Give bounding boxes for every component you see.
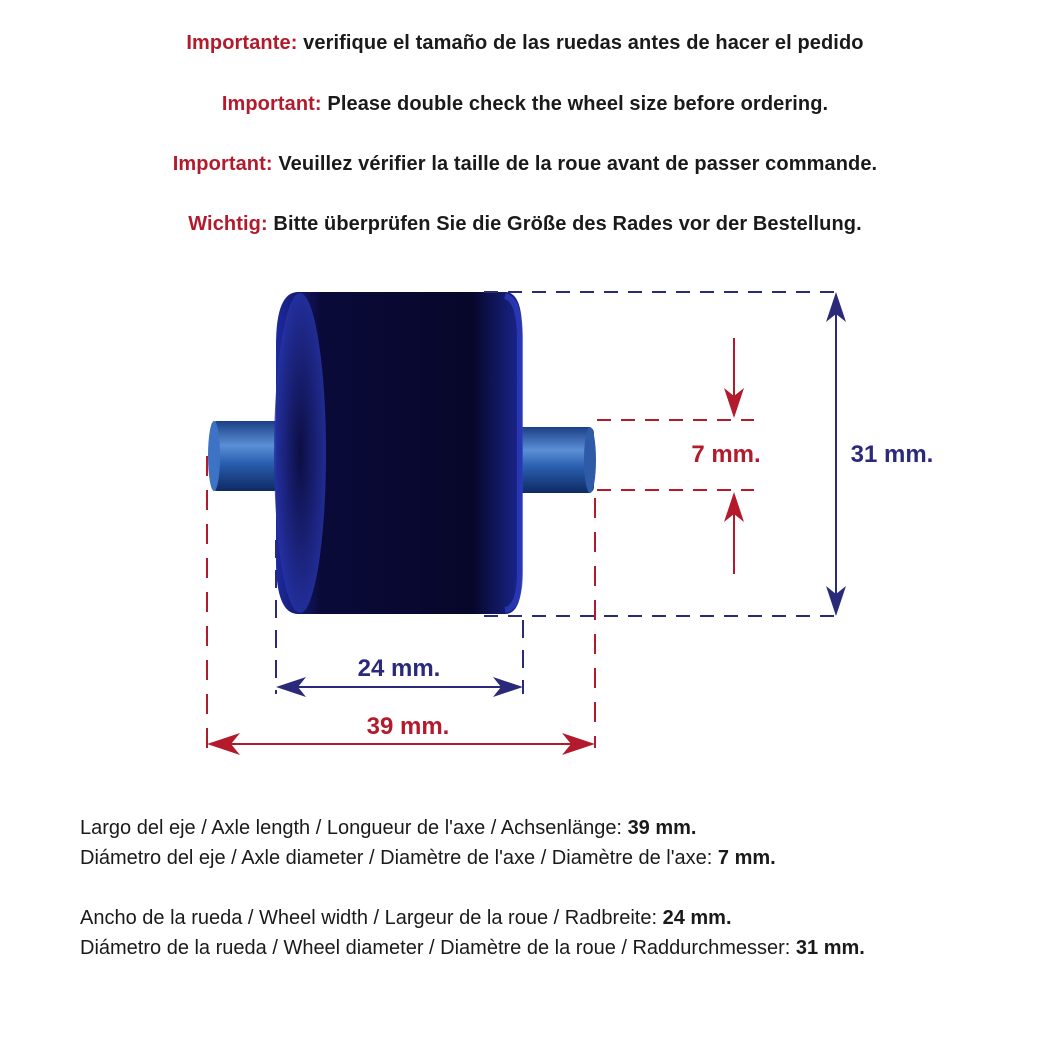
axle-right bbox=[512, 427, 596, 493]
spec-value: 31 mm. bbox=[795, 937, 865, 959]
axle-length-label: 39 mm. bbox=[366, 713, 450, 740]
wheel-width-spec bbox=[80, 903, 865, 933]
warning-text: Veuillez vérifier la taille de la roue avant de passer commande. bbox=[278, 153, 878, 175]
warning-text: Bitte überprüfen Sie die Größe des Rades vor der Bestellung. bbox=[273, 213, 862, 235]
wheel-diameter-arrow bbox=[826, 292, 846, 616]
spec-value: 7 mm. bbox=[717, 847, 776, 869]
warning-label: Important: bbox=[172, 153, 273, 175]
spec-text: Diámetro de la rueda / Wheel diameter / Diamètre de la roue / Raddurchmesser: bbox=[80, 937, 796, 959]
wheel-width-label: 24 mm. bbox=[357, 655, 441, 682]
warning-label: Important: bbox=[221, 93, 322, 115]
warning-label: Wichtig: bbox=[188, 213, 268, 235]
warning-label: Importante: bbox=[186, 32, 298, 54]
spec-text: Ancho de la rueda / Wheel width / Largeur de la roue / Radbreite: bbox=[80, 907, 663, 929]
axle-left bbox=[208, 421, 283, 491]
wheel bbox=[274, 292, 522, 614]
spec-text: Diámetro del eje / Axle diameter / Diamètre de l'axe / Diamètre de l'axe: bbox=[80, 847, 718, 869]
spec-text: Largo del eje / Axle length / Longueur de l'axe / Achsenlänge: bbox=[80, 817, 628, 839]
wheel-specs bbox=[80, 903, 865, 963]
axle-diameter-spec bbox=[80, 843, 776, 873]
wheel-diameter-label: 31 mm. bbox=[850, 441, 934, 468]
spec-value: 24 mm. bbox=[662, 907, 732, 929]
axle-length-spec bbox=[80, 813, 776, 843]
axle-specs bbox=[80, 813, 776, 873]
spec-value: 39 mm. bbox=[627, 817, 697, 839]
wheel-diameter-spec bbox=[80, 933, 865, 963]
warning-text: Please double check the wheel size before ordering. bbox=[327, 93, 829, 115]
warning-text: verifique el tamaño de las ruedas antes de hacer el pedido bbox=[303, 32, 864, 54]
axle-diameter-label: 7 mm. bbox=[691, 441, 761, 468]
